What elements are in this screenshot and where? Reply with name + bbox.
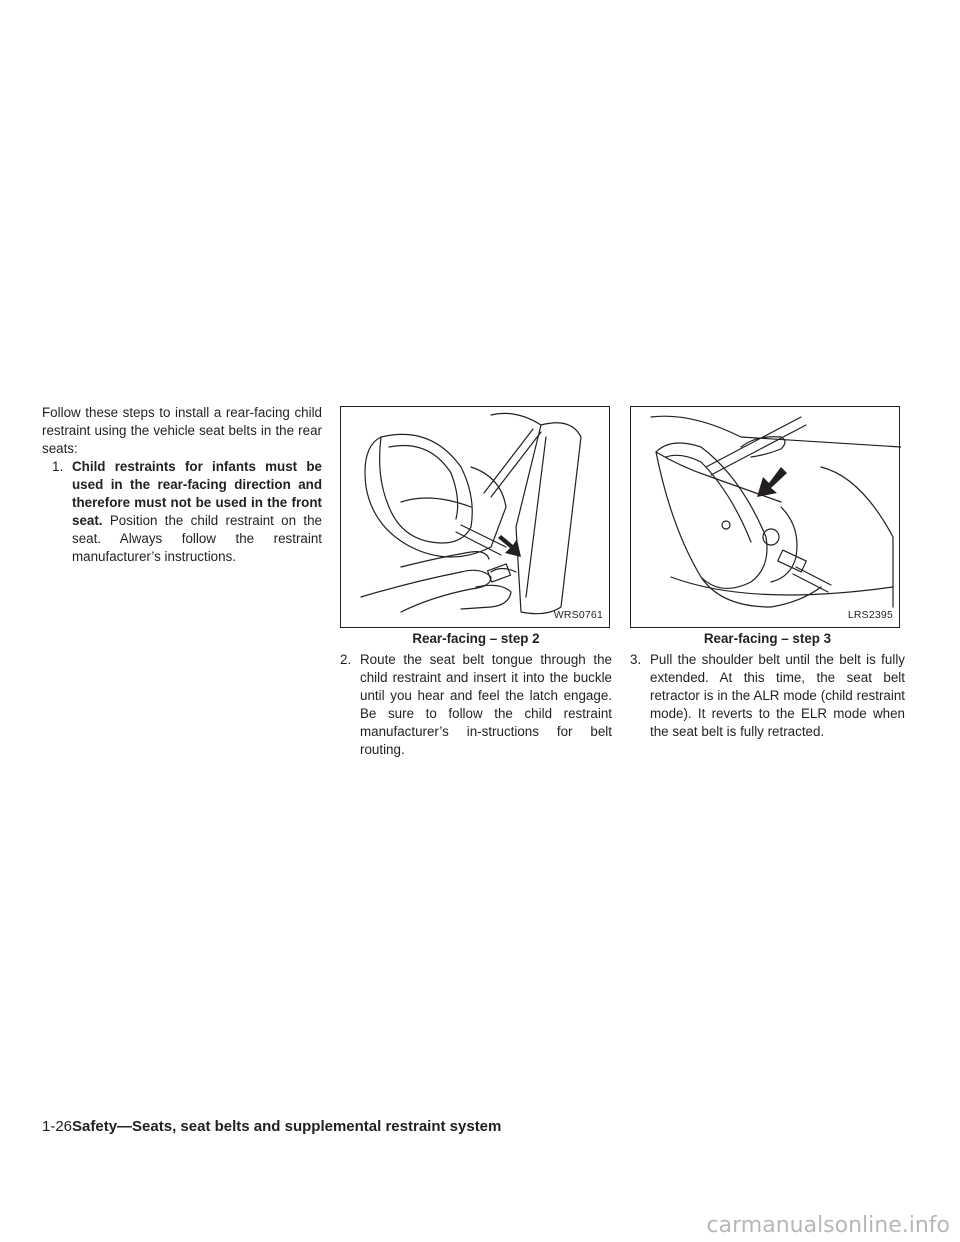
step-3 [630, 651, 905, 741]
figure-3-caption: Rear-facing – step 3 [703, 631, 832, 646]
step-3-text: Pull the shoulder belt until the belt is fully extended. At this time, the seat belt retractor is in the ALR mode (child restraint mode). It reverts to the ELR mode when the seat belt is fully retracted. [650, 652, 905, 739]
figure-2-caption: Rear-facing – step 2 [412, 631, 540, 646]
page-footer [42, 1118, 501, 1135]
step-1-number: 1. [52, 459, 64, 474]
shoulder-belt-extension-illustration [631, 407, 901, 629]
column-2 [340, 406, 612, 759]
step-2-text: Route the seat belt tongue through the child restraint and insert it into the buckle until you hear and feel the latch engage. Be sure to follow the child restraint manufacturer’s in-structions for belt routing. [360, 652, 612, 757]
figure-3-code: LRS2395 [847, 609, 893, 621]
child-seat-belt-routing-illustration [341, 407, 611, 629]
section-title: Safety—Seats, seat belts and supplemental restraint system [72, 1118, 502, 1135]
intro-paragraph: Follow these steps to install a rear-facing child restraint using the vehicle seat belts in the rear seats: [42, 405, 322, 456]
step-1 [52, 458, 322, 566]
page-number: 1-26 [42, 1118, 73, 1135]
step-1-text: Position the child restraint on the seat. Always follow the restraint manufacturer’s instructions. [72, 513, 322, 564]
figure-rear-facing-step-2 [340, 406, 610, 628]
step-2 [340, 651, 612, 759]
column-1 [42, 404, 322, 566]
step-1-warning: Child restraints for infants must be used in the rear-facing direction and therefore must not be used in the front seat. [72, 459, 322, 528]
figure-rear-facing-step-3 [630, 406, 900, 628]
step-3-number: 3. [630, 652, 642, 667]
step-2-number: 2. [340, 652, 352, 667]
figure-2-code: WRS0761 [553, 609, 603, 621]
column-3 [630, 406, 905, 741]
watermark: carmanualsonline.info [706, 1213, 950, 1238]
